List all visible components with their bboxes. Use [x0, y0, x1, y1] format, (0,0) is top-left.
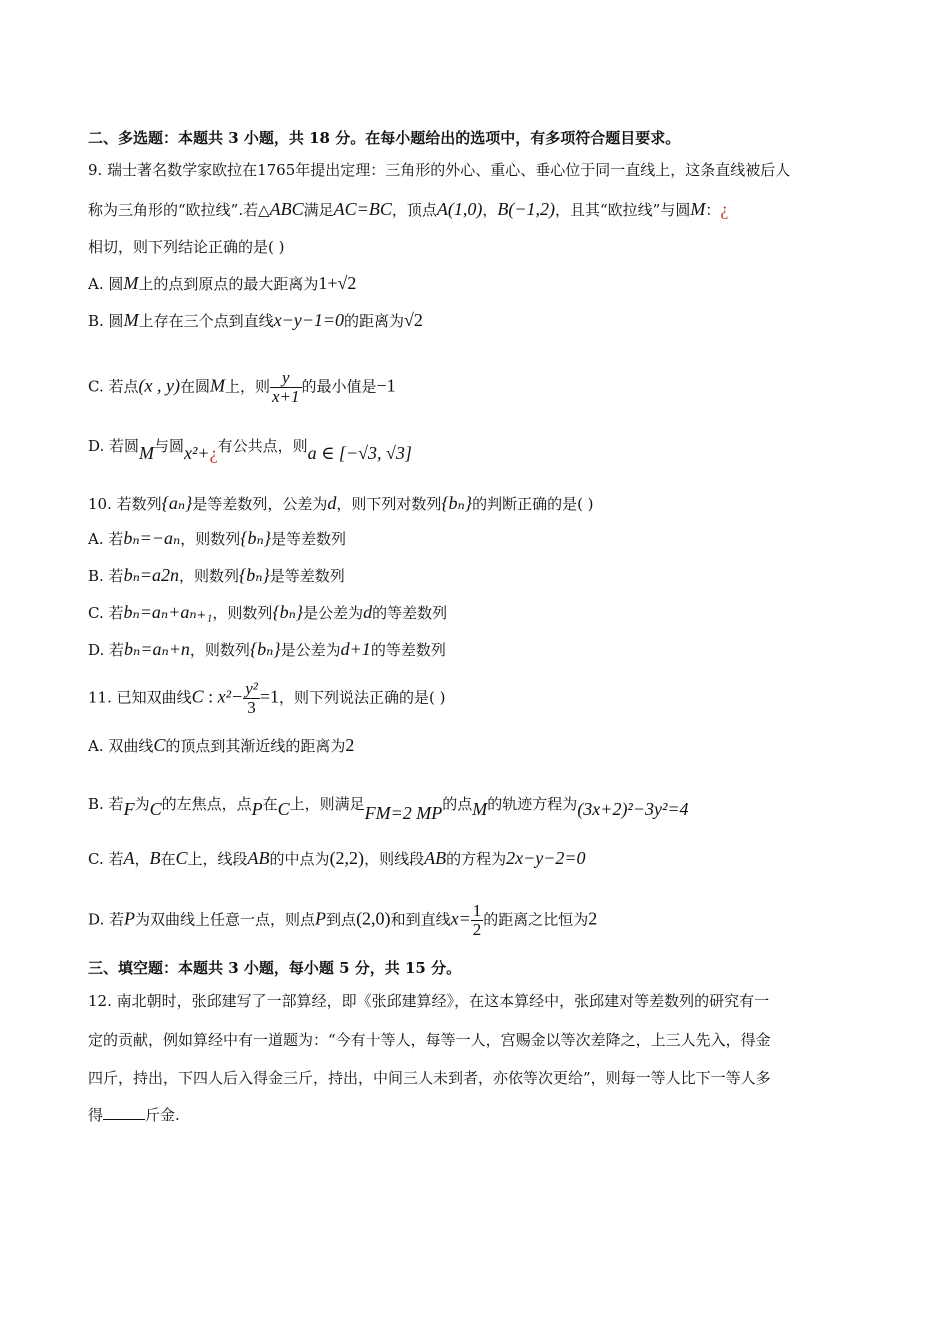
q10-text: 的判断正确的是( ): [472, 495, 594, 513]
fraction-numerator: 1: [472, 901, 482, 920]
math-segment: AB: [424, 848, 447, 868]
section-header-fill-blank: 三、填空题：本题共 3 小题，每小题 5 分，共 15 分。: [88, 959, 462, 977]
math-symbol: M: [123, 273, 139, 293]
option-text: ，则数列: [189, 641, 250, 659]
option-label: D. 若: [88, 641, 125, 659]
q12-line1: 12. 南北朝时，张邱建写了一部算经，即《张邱建算经》，在这本算经中，张邱建对等差数列的研究有一: [88, 992, 770, 1010]
q9-vertex-a: A(1,0): [436, 199, 483, 219]
q9-vertex-b: B(−1,2): [497, 199, 555, 219]
option-text: ，则数列: [180, 530, 241, 548]
fraction-denominator: 2: [472, 920, 482, 939]
option-text: 到点: [326, 910, 357, 929]
math-symbol: M: [123, 310, 139, 330]
option-text: 的距离为: [344, 312, 405, 330]
option-text: 是等差数列: [270, 530, 346, 548]
option-text: 的最小值是: [301, 377, 377, 396]
option-text: 上的点到原点的最大距离为: [138, 275, 319, 293]
option-text: 在: [160, 850, 176, 868]
q10-text: ，则下列对数列: [336, 495, 442, 513]
q12-text: 得: [88, 1106, 104, 1124]
math-fraction: [471, 902, 484, 939]
math-symbol: A: [123, 848, 135, 868]
math-sequence: {aₙ}: [161, 493, 193, 513]
option-label: C. 若: [88, 850, 124, 868]
q9-text: 满足: [303, 201, 334, 219]
math-expression: bₙ=aₙ+aₙ₊₁: [123, 602, 213, 622]
option-text: 的方程为: [446, 850, 507, 868]
fraction-denominator: 3: [247, 698, 256, 717]
math-sequence: {bₙ}: [249, 639, 281, 659]
math-sequence: {bₙ}: [272, 602, 304, 622]
math-point: (2,0): [356, 908, 391, 929]
option-text: 为: [134, 795, 150, 813]
math-sequence: {bₙ}: [240, 528, 271, 548]
option-text: 上，则满足: [289, 795, 365, 813]
option-text: 在圆: [179, 377, 210, 396]
option-text: 的点: [442, 795, 473, 813]
q11-option-d: [88, 902, 597, 939]
math-symbol: C: [191, 686, 204, 707]
math-fraction: [243, 680, 260, 717]
option-text: 是公差为: [303, 604, 364, 622]
q9-option-b: [88, 309, 423, 332]
math-segment: AB: [247, 848, 270, 868]
option-text: 的距离之比恒为: [483, 910, 589, 929]
q11-stem: [88, 680, 446, 717]
math-colon: :: [203, 686, 218, 707]
math-point: (x , y): [138, 375, 180, 396]
q10-text: 是等差数列，公差为: [192, 495, 328, 513]
q9-condition: AC=BC: [333, 199, 392, 219]
math-symbol: M: [139, 443, 155, 463]
section-header-multiple-choice: 二、多选题：本题共 3 小题，共 18 分。在每小题给出的选项中，有多项符合题目要求。: [88, 129, 681, 147]
q9-text: 称为三角形的“欧拉线”.若△: [88, 201, 270, 219]
math-symbol: B: [149, 848, 161, 868]
option-text: 为双曲线上任意一点，则点: [135, 910, 316, 929]
math-value: 2: [588, 908, 598, 929]
math-expression: x²−: [217, 686, 244, 707]
q10-option-a: [88, 527, 346, 550]
option-label: B. 圆: [88, 312, 124, 330]
q9-triangle-label: ABC: [269, 199, 304, 219]
option-text: ，则数列: [179, 567, 240, 585]
option-label: C. 若点: [88, 377, 139, 396]
math-range: a ∈ [−√3, √3]: [307, 443, 412, 463]
math-symbol: M: [472, 799, 488, 819]
option-label: A. 圆: [88, 275, 124, 293]
option-text: 上，则: [224, 377, 270, 396]
q9-missing-glyph: ¿: [209, 443, 218, 463]
math-expression: x²+: [184, 443, 210, 463]
math-value: √2: [404, 310, 423, 330]
q12-text: 斤金.: [145, 1106, 180, 1124]
option-text: 的轨迹方程为: [487, 795, 578, 813]
q11-text: 11. 已知双曲线: [88, 688, 192, 707]
option-text: 在: [262, 795, 278, 813]
q9-option-a: [88, 272, 356, 295]
math-symbol: C: [153, 735, 166, 755]
q10-option-c: [88, 601, 447, 624]
q10-option-d: [88, 638, 446, 661]
q9-stem-line1: 9. 瑞士著名数学家欧拉在1765年提出定理：三角形的外心、重心、垂心位于同一直线上，这条直线被后人: [88, 161, 791, 179]
q9-text: ，顶点: [391, 201, 437, 219]
option-label: D. 若圆: [88, 437, 140, 455]
option-text: 上存在三个点到直线: [138, 312, 274, 330]
q9-option-c: [88, 369, 396, 406]
fraction-numerator: y: [270, 369, 302, 388]
math-equation: (3x+2)²−3y²=4: [577, 799, 689, 819]
answer-blank[interactable]: [103, 1105, 145, 1120]
math-symbol: F: [123, 799, 135, 819]
q12-line2: 定的贡献，例如算经中有一道题为：“今有十等人，每等一人，宫赐金以等次差降之，上三人先入，得金: [88, 1031, 771, 1049]
fraction-numerator: y²: [245, 679, 258, 698]
math-expression: bₙ=−aₙ: [123, 528, 181, 548]
option-label: D. 若: [88, 910, 125, 929]
option-label: A. 双曲线: [88, 737, 154, 755]
option-text: 是公差为: [280, 641, 341, 659]
option-text: 的等差数列: [370, 641, 446, 659]
q10-text: 10. 若数列: [88, 495, 162, 513]
math-expression: x−y−1=0: [273, 310, 344, 330]
q9-stem-line3: 相切，则下列结论正确的是( ): [88, 238, 285, 256]
q9-text: ：: [705, 201, 721, 219]
option-text: 的顶点到其渐近线的距离为: [165, 737, 346, 755]
math-expression: x=: [450, 908, 471, 929]
math-expression: bₙ=aₙ+n: [124, 639, 190, 659]
q9-text: ，且其“欧拉线”与圆: [554, 201, 691, 219]
q11-option-c: [88, 847, 586, 870]
option-text: 上，线段: [187, 850, 248, 868]
q11-option-b: [88, 792, 689, 823]
option-label: C. 若: [88, 604, 124, 622]
q12-line3: 四斤，持出，下四人后入得金三斤，持出，中间三人未到者，亦依等次更给”，则每一等人比下一等人多: [88, 1069, 771, 1087]
math-symbol: d: [327, 493, 337, 513]
math-sequence: {bₙ}: [239, 565, 270, 585]
math-fraction: [270, 369, 302, 406]
option-label: A. 若: [88, 530, 124, 548]
option-text: 的中点为: [269, 850, 330, 868]
option-label: B. 若: [88, 795, 124, 813]
option-text: 与圆: [154, 437, 185, 455]
math-symbol: P: [124, 908, 136, 929]
q9-text: ，: [482, 201, 498, 219]
math-value: 2: [345, 735, 355, 755]
q9-circle-m: M: [690, 199, 706, 219]
option-text: 是等差数列: [269, 567, 345, 585]
option-text: ，则线段: [364, 850, 425, 868]
q11-text: ，则下列说法正确的是( ): [279, 688, 446, 707]
math-vector-equation: FM=2 MP: [364, 803, 443, 823]
option-text: 和到直线: [390, 910, 451, 929]
math-equation: 2x−y−2=0: [506, 848, 586, 868]
q9-stem-line2: [88, 198, 728, 221]
fraction-denominator: x+1: [271, 387, 300, 406]
math-symbol: P: [251, 799, 263, 819]
math-expression: d+1: [340, 639, 371, 659]
q10-option-b: [88, 564, 345, 587]
q10-stem: [88, 492, 594, 515]
option-text: 有公共点，则: [217, 437, 308, 455]
math-expression: =1: [259, 686, 280, 707]
math-value: 1+√2: [318, 273, 357, 293]
math-symbol: C: [149, 799, 162, 819]
math-symbol: C: [175, 848, 188, 868]
option-text: ，则数列: [212, 604, 273, 622]
option-text: 的等差数列: [372, 604, 448, 622]
math-sequence: {bₙ}: [441, 493, 473, 513]
math-value: −1: [376, 375, 396, 396]
math-symbol: P: [315, 908, 327, 929]
math-expression: bₙ=a2n: [123, 565, 180, 585]
q9-missing-glyph: ¿: [720, 199, 729, 219]
q11-option-a: [88, 734, 354, 757]
math-symbol: d: [363, 602, 373, 622]
math-symbol: M: [209, 375, 225, 396]
q12-line4: [88, 1104, 180, 1126]
option-text: 的左焦点，点: [161, 795, 252, 813]
math-symbol: C: [277, 799, 290, 819]
math-point: (2,2): [329, 848, 365, 868]
option-text: ，: [134, 850, 150, 868]
option-label: B. 若: [88, 567, 124, 585]
q9-option-d: [88, 434, 412, 463]
